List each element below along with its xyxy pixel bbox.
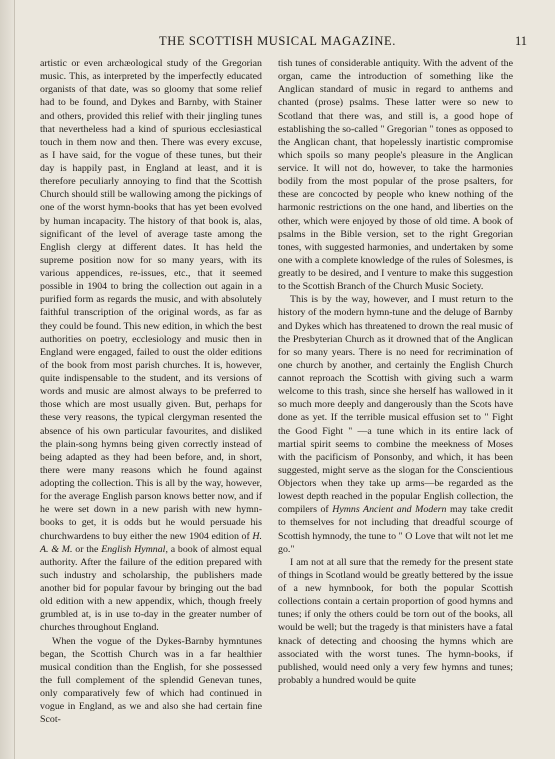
right-paragraph-2: This is by the way, however, and I must return to the history of the modern hymn-tune and the deluge of Barnby and Dykes which has threatened to drown the real music of the Presbyterian Church as it drowned that of the Anglican for so many years. There is no need for recrimination of one church by another, and certainly the English Church cannot reproach the Scottish with giving such a warm welcome to this trash, since she herself has wallowed in it so much more deeply and dangerously than the Scots have done as yet. If the terrible musical effusion set to " Fight the Good Fight " —a tune which in its entire lack of martial spirit seems to combine the meekness of Moses with the pacificism of Ponsonby, and which, it has been suggested, might serve as the slogan for the Conscientious Objectors when they take up arms—be regarded as the lowest depth reached in the popular English collection, the compilers of Hymns Ancient and Modern may take credit to themselves for not including that dreadful scourge of Scottish hymnody, the tune to " O Love that wilt not let me go." bbox=[278, 294, 513, 555]
running-title: THE SCOTTISH MUSICAL MAGAZINE. bbox=[159, 34, 396, 48]
left-paragraph-2: When the vogue of the Dykes-Barnby hymntunes began, the Scottish Church was in a far healthier musical condition than the English, for she possessed the full complement of the splendid Genevan tunes, only comparatively few of which had continued in vogue in England, as we and also she had certain fine Scot- bbox=[40, 635, 262, 726]
right-paragraph-1: tish tunes of considerable antiquity. With the advent of the organ, came the introduction of something like the Anglican standard of music in regard to anthems and chanted (prose) psalms. These latter were so new to Scotland that there was, and still is, a good hope of establishing the so-called " Gregorian " tones as opposed to the Anglican chant, that hopelessly inartistic compromise which spoils so many people's pleasure in the Anglican service. It will not do, however, to take the harmonies bodily from the most popular of the prose psalters, for these are concocted by people who knew nothing of the harmonic restrictions on the one hand, and liberties on the other, which were enjoyed by those of old time. A book of psalms in the Bible version, set to the right Gregorian tones, with suggested harmonies, and undertaken by some one with a complete knowledge of the rules of Solesmes, is greatly to be desired, and I venture to make this suggestion to the Scottish Branch of the Church Music Society. bbox=[278, 58, 513, 293]
page-header bbox=[20, 34, 535, 52]
title-hymns-ancient-modern: Hymns Ancient and Modern bbox=[332, 504, 447, 516]
title-ham: H. A. & M. bbox=[40, 530, 262, 555]
right-paragraph-3: I am not at all sure that the remedy for the present state of things in Scotland would be greatly bettered by the issue of a new hymnbook, for both the popular Scottish collections contain a certain proportion of good hymns and tunes; if only the others could be torn out of the books, all would be well; but the tragedy is that ministers have a fatal knack of detecting and choosing the hymns which are associated with the worst tunes. The hymn-books, if published, would need only a very few hymns and tunes; probably a hundred would be quite bbox=[278, 556, 513, 686]
page-number: 11 bbox=[514, 34, 527, 48]
left-paragraph-1: artistic or even archæological study of the Gregorian music. This, as interpreted by the imperfectly educated organists of that date, was so gloomy that some relief had to be found, and Dykes and Barnby, with Stainer and others, provided this relief with their jingling tunes that nevertheless had a kind of spurious ecclesiastical touch in them now and then. There was every excuse, as I have said, for the vogue of these tunes, but their day is happily past, in England at least, and it is therefore peculiarly annoying to find that the Scottish Church should still be wallowing among the pickings of one of the worst hymn-books that has yet been evolved by human incapacity. The history of that book is, alas, significant of the level of average taste among the English clergy at different dates. It has held the supreme position now for so many years, with its various appendices, re-issues, etc., that it seemed possible in 1904 to bring the collection out again in a purified form as regards the music, and with absolutely faithful transcription of the original words, as far as they could be found. This new edition, in which the best authorities on poetry, ecclesiology and music then in England were engaged, failed to oust the older editions of the book from most parish churches. It is, however, quite indispensable to the student, and its versions of words and music are almost always to be preferred to those which are most usually given. But, perhaps for these very reasons, the typical clergyman resented the absence of his own particular favourites, and disliked the plain-song hymns being given correctly instead of being adapted as they had been before, and, in short, there were many reasons which he found against adopting the collection. This is all by the way, however, for the average English parson knows better now, and if he were set down in a new parish with new hymn-books to get, it is odds but he would persuade his churchwardens to buy either the new 1904 edition of H. A. & M. or the English Hymnal, a book of almost equal authority. After the failure of the edition prepared with such industry and scholarship, the publishers made another bid for popular favour by bringing out the bad old edition with a new appendix, which, though freely grumbled at, is in use to-day in the greater number of churches throughout England. bbox=[40, 58, 262, 634]
left-column bbox=[40, 57, 262, 726]
binding-gutter bbox=[0, 0, 14, 759]
title-english-hymnal: English Hymnal bbox=[101, 543, 166, 555]
right-column bbox=[278, 57, 513, 687]
gutter-edge bbox=[14, 0, 15, 759]
